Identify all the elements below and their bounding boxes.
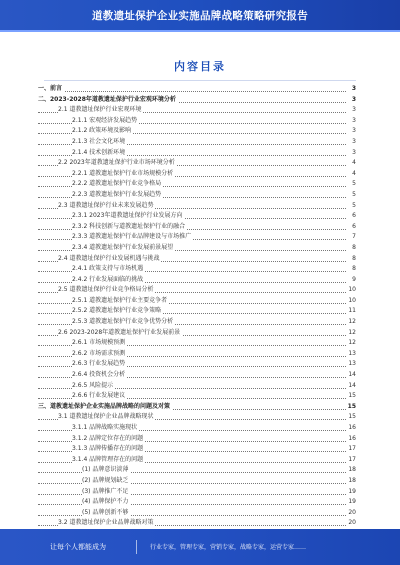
toc-entry-page: 4 bbox=[346, 169, 356, 180]
toc-title: 内容目录 bbox=[174, 60, 226, 73]
toc-entry-page: 13 bbox=[346, 349, 356, 360]
header-stripe bbox=[0, 30, 400, 32]
toc-entry[interactable] bbox=[38, 84, 356, 95]
toc-entry-page: 3 bbox=[346, 105, 356, 116]
toc-entry-page: 3 bbox=[346, 84, 356, 95]
toc-entry[interactable] bbox=[38, 201, 356, 212]
toc-entry-label: 2.3.3 道教遗址保护行业品牌建设与市场推广 bbox=[72, 232, 193, 243]
toc-entry-page: 15 bbox=[346, 402, 356, 413]
toc-entry[interactable] bbox=[38, 254, 356, 265]
toc-entry-page: 6 bbox=[346, 222, 356, 233]
toc-entry-page: 19 bbox=[346, 487, 356, 498]
toc-entry-label: 3.2 道教遗址保护企业品牌战略对策 bbox=[58, 518, 155, 529]
footer-divider bbox=[136, 540, 137, 554]
toc-entry[interactable] bbox=[38, 359, 356, 370]
toc-entry[interactable] bbox=[38, 190, 356, 201]
toc-entry-label: 2.2 2023年道教遗址保护行业市场环境分析 bbox=[58, 158, 177, 169]
toc-entry-page: 12 bbox=[346, 338, 356, 349]
toc-entry-page: 16 bbox=[346, 434, 356, 445]
toc-entry[interactable] bbox=[38, 222, 356, 233]
toc-entry-page: 11 bbox=[346, 306, 356, 317]
footer-tagline: 行业专家，管理专家，营销专家，战略专家，运营专家…… bbox=[150, 544, 307, 551]
toc-entry-label: 3.1.1 品牌战略实施现状 bbox=[72, 423, 139, 434]
toc-entry-label: 二、2023-2028年道教遗址保护行业宏观环境分析 bbox=[38, 95, 178, 106]
toc-entry-page: 8 bbox=[346, 254, 356, 265]
toc-entry-page: 3 bbox=[346, 148, 356, 159]
toc-entry-label: 3.1.4 品牌管理存在的问题 bbox=[72, 455, 145, 466]
toc-entry-label: (5) 品牌创新不够 bbox=[82, 508, 130, 519]
toc-entry-label: 三、道教遗址保护企业实施品牌战略的问题及对策 bbox=[38, 402, 172, 413]
toc-entry-page: 9 bbox=[346, 275, 356, 286]
toc-entry-page: 7 bbox=[346, 232, 356, 243]
toc-entry-page: 5 bbox=[346, 201, 356, 212]
toc-entry-label: 2.1.4 技术创新环境 bbox=[72, 148, 127, 159]
toc-entry[interactable] bbox=[38, 476, 356, 487]
toc-entry-page: 8 bbox=[346, 264, 356, 275]
toc-entry-label: 2.3.2 科技创新与道教遗址保护行业的融合 bbox=[72, 222, 187, 233]
toc-entry-label: 2.5 道教遗址保护行业竞争格局分析 bbox=[58, 285, 155, 296]
report-footer bbox=[0, 529, 400, 565]
toc-entry[interactable] bbox=[38, 370, 356, 381]
toc-entry[interactable] bbox=[38, 317, 356, 328]
toc-entry-page: 10 bbox=[346, 296, 356, 307]
toc-entry-page: 10 bbox=[346, 285, 356, 296]
toc-entry-label: 2.2.1 道教遗址保护行业市场规模分析 bbox=[72, 169, 175, 180]
toc-entry-label: 2.6.2 市场需求预测 bbox=[72, 349, 127, 360]
toc-entry-page: 3 bbox=[346, 137, 356, 148]
toc-divider bbox=[44, 80, 356, 81]
toc-entry-label: 2.1.1 宏观经济发展趋势 bbox=[72, 116, 139, 127]
toc-entry-label: 2.6.3 行业发展趋势 bbox=[72, 359, 127, 370]
toc-entry-page: 18 bbox=[346, 476, 356, 487]
toc-entry-label: 2.4.2 行业发展面临的挑战 bbox=[72, 275, 145, 286]
toc-entry-label: 2.1.3 社会文化环境 bbox=[72, 137, 127, 148]
report-header bbox=[0, 0, 400, 32]
toc-entry[interactable] bbox=[38, 232, 356, 243]
toc-entry-page: 5 bbox=[346, 190, 356, 201]
toc-entry[interactable] bbox=[38, 487, 356, 498]
toc-entry[interactable] bbox=[38, 444, 356, 455]
toc-entry[interactable] bbox=[38, 211, 356, 222]
toc-entry[interactable] bbox=[38, 169, 356, 180]
toc-entry-page: 20 bbox=[346, 508, 356, 519]
toc-entry-label: 2.4 道教遗址保护行业发展机遇与挑战 bbox=[58, 254, 161, 265]
toc-entry[interactable] bbox=[38, 116, 356, 127]
toc-entry-label: 2.6.6 行业发展建议 bbox=[72, 391, 127, 402]
toc-entry[interactable] bbox=[38, 275, 356, 286]
toc-entry-page: 20 bbox=[346, 518, 356, 529]
toc-entry[interactable] bbox=[38, 455, 356, 466]
toc-entry-page: 14 bbox=[346, 370, 356, 381]
toc-entry[interactable] bbox=[38, 349, 356, 360]
toc-entry-page: 8 bbox=[346, 243, 356, 254]
toc-entry-label: 2.5.2 道教遗址保护行业竞争策略 bbox=[72, 306, 163, 317]
toc-entry-page: 3 bbox=[346, 95, 356, 106]
toc-entry-label: 2.6.4 投资机会分析 bbox=[72, 370, 127, 381]
toc-entry-page: 12 bbox=[346, 328, 356, 339]
toc-entry-label: 2.6.5 风险提示 bbox=[72, 381, 115, 392]
toc-entry-label: 2.3 道教遗址保护行业未来发展趋势 bbox=[58, 201, 155, 212]
toc-entry[interactable] bbox=[38, 243, 356, 254]
toc-entry-page: 3 bbox=[346, 116, 356, 127]
toc-entry-label: 2.2.3 道教遗址保护行业发展趋势 bbox=[72, 190, 163, 201]
toc-leader-dots bbox=[38, 91, 346, 92]
toc-entry-page: 19 bbox=[346, 497, 356, 508]
toc-entry-label: 2.4.1 政策支持与市场机遇 bbox=[72, 264, 145, 275]
toc-entry[interactable] bbox=[38, 306, 356, 317]
toc-entry-label: 2.6 2023-2028年道教遗址保护行业发展前景 bbox=[58, 328, 182, 339]
toc-entry-label: 2.1.2 政策环境及影响 bbox=[72, 126, 133, 137]
toc-entry[interactable] bbox=[38, 402, 356, 413]
toc-entry[interactable] bbox=[38, 328, 356, 339]
toc-entry-page: 6 bbox=[346, 211, 356, 222]
toc-entry-page: 17 bbox=[346, 455, 356, 466]
toc-entry[interactable] bbox=[38, 95, 356, 106]
toc-entry-page: 12 bbox=[346, 317, 356, 328]
toc-entry-label: 2.3.1 2023年道教遗址保护行业发展方向 bbox=[72, 211, 184, 222]
toc-entry-label: (1) 品牌意识淡薄 bbox=[82, 465, 130, 476]
toc-entry-label: (4) 品牌保护不力 bbox=[82, 497, 130, 508]
toc-entry[interactable] bbox=[38, 137, 356, 148]
toc-entry[interactable] bbox=[38, 465, 356, 476]
toc-entry[interactable] bbox=[38, 423, 356, 434]
toc-entry[interactable] bbox=[38, 285, 356, 296]
toc-entry[interactable] bbox=[38, 296, 356, 307]
report-title: 道教遗址保护企业实施品牌战略策略研究报告 bbox=[92, 10, 308, 22]
toc-entry-label: 2.2.2 道教遗址保护行业竞争格局 bbox=[72, 179, 163, 190]
toc-entry-label: 3.1.2 品牌定位存在的问题 bbox=[72, 434, 145, 445]
toc-entry[interactable] bbox=[38, 518, 356, 529]
toc-entry[interactable] bbox=[38, 381, 356, 392]
toc-entry[interactable] bbox=[38, 264, 356, 275]
toc-entry-page: 5 bbox=[346, 179, 356, 190]
toc-entry-label: 2.6.1 市场规模预测 bbox=[72, 338, 127, 349]
toc-entry-page: 15 bbox=[346, 391, 356, 402]
toc-entry-label: 2.3.4 道教遗址保护行业发展前景展望 bbox=[72, 243, 175, 254]
toc-entry-label: 一、前言 bbox=[38, 84, 64, 95]
toc-entry-label: 2.1 道教遗址保护行业宏观环境 bbox=[58, 105, 143, 116]
toc-entry[interactable] bbox=[38, 338, 356, 349]
toc-entry[interactable] bbox=[38, 412, 356, 423]
toc-entry[interactable] bbox=[38, 158, 356, 169]
table-of-contents bbox=[38, 84, 356, 529]
toc-entry[interactable] bbox=[38, 391, 356, 402]
toc-entry-page: 15 bbox=[346, 412, 356, 423]
toc-entry-page: 3 bbox=[346, 126, 356, 137]
toc-entry-page: 4 bbox=[346, 158, 356, 169]
toc-entry-page: 16 bbox=[346, 423, 356, 434]
toc-entry-page: 17 bbox=[346, 444, 356, 455]
toc-entry-page: 14 bbox=[346, 381, 356, 392]
toc-entry[interactable] bbox=[38, 179, 356, 190]
toc-entry[interactable] bbox=[38, 105, 356, 116]
toc-entry-label: 3.1.3 品牌传播存在的问题 bbox=[72, 444, 145, 455]
toc-entry-label: 2.5.1 道教遗址保护行业主要竞争者 bbox=[72, 296, 169, 307]
toc-entry[interactable] bbox=[38, 148, 356, 159]
toc-entry-page: 13 bbox=[346, 359, 356, 370]
toc-entry-page: 18 bbox=[346, 465, 356, 476]
toc-entry[interactable] bbox=[38, 497, 356, 508]
footer-slogan: 让每个人都能成为 bbox=[50, 543, 106, 551]
toc-entry-label: (2) 品牌规划缺乏 bbox=[82, 476, 130, 487]
toc-entry-label: 3.1 道教遗址保护企业品牌战略现状 bbox=[58, 412, 155, 423]
toc-entry[interactable] bbox=[38, 434, 356, 445]
toc-entry-label: (3) 品牌推广不足 bbox=[82, 487, 130, 498]
toc-entry[interactable] bbox=[38, 508, 356, 519]
toc-entry-label: 2.5.3 道教遗址保护行业竞争优势分析 bbox=[72, 317, 175, 328]
toc-entry[interactable] bbox=[38, 126, 356, 137]
